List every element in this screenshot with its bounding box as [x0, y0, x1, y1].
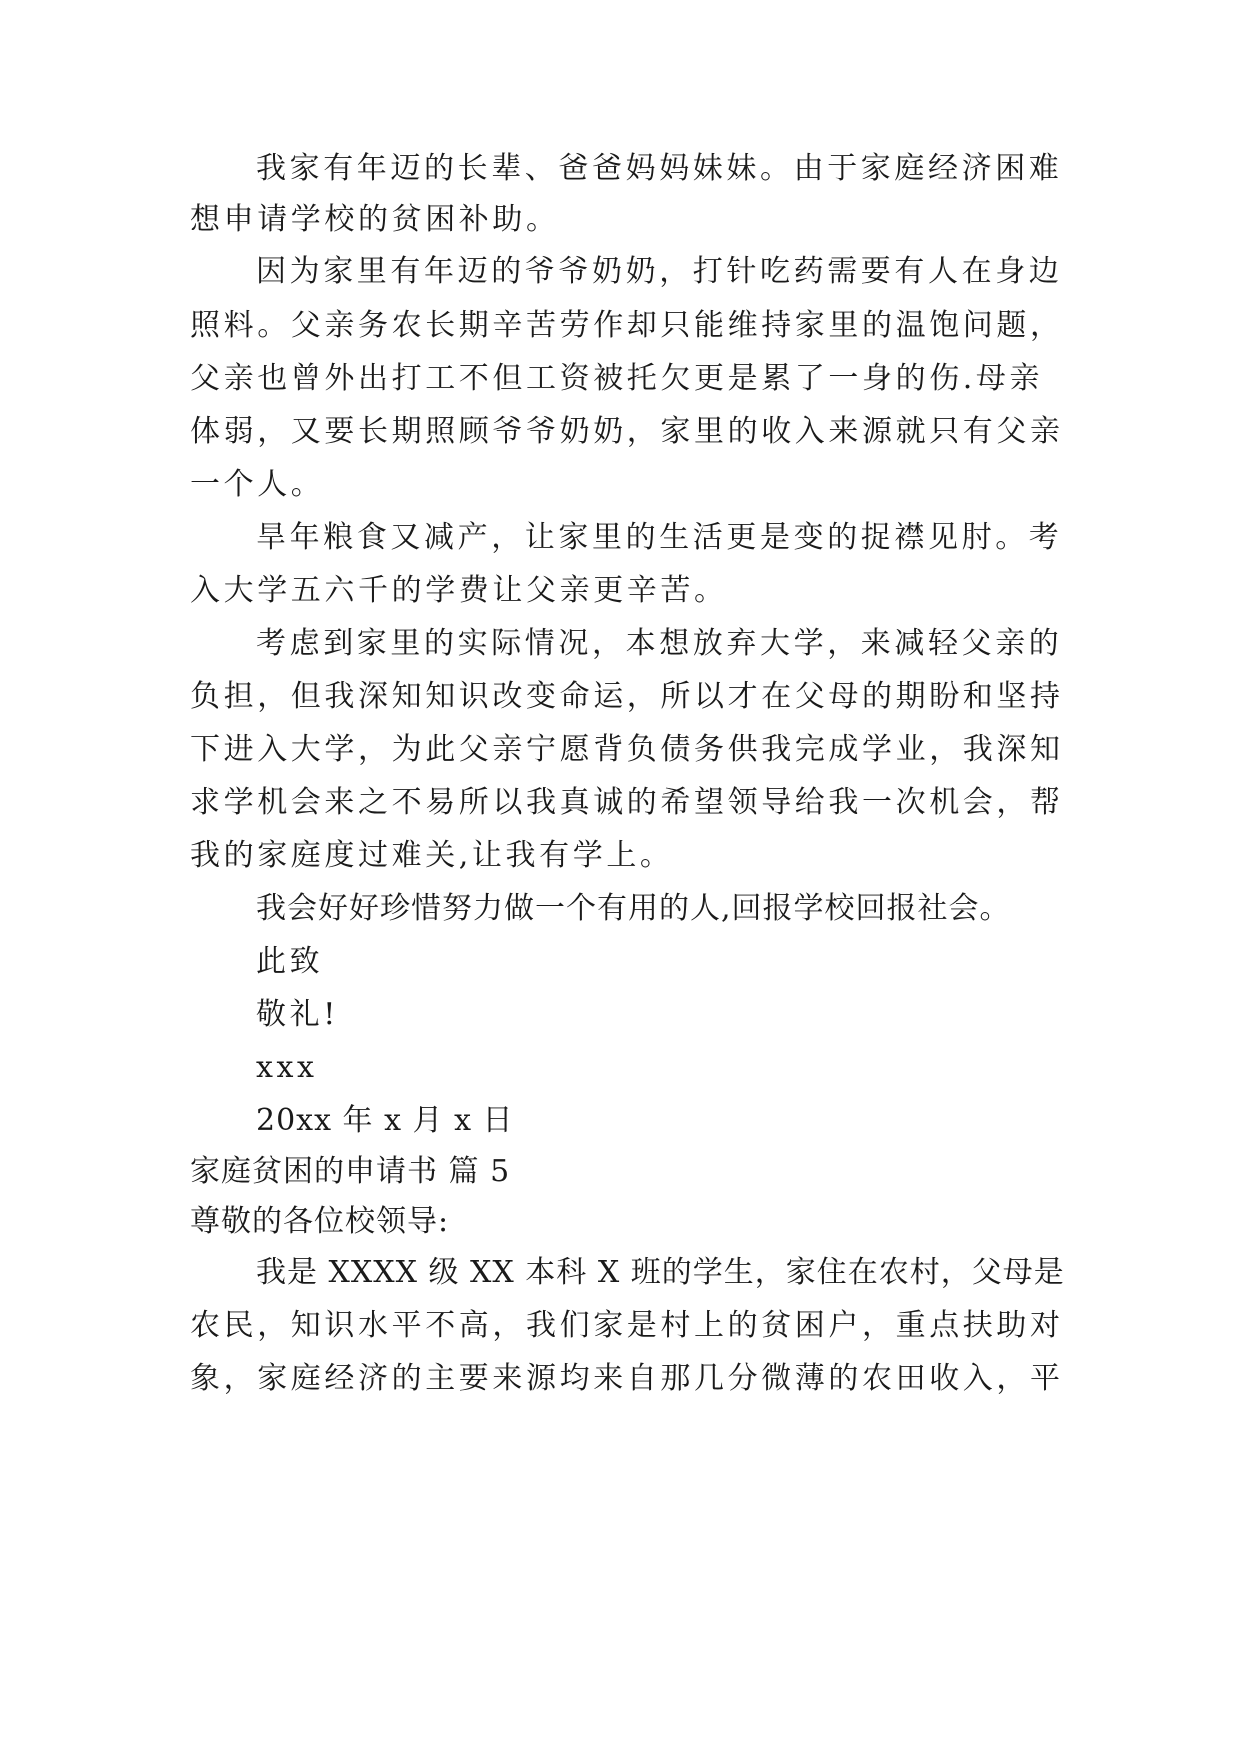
paragraph-line: 负担，但我深知知识改变命运，所以才在父母的期盼和坚持	[190, 679, 1064, 714]
paragraph-line: 想申请学校的贫困补助。	[190, 202, 560, 237]
closing-salutation: 此致	[256, 944, 324, 979]
paragraph-line: 体弱，又要长期照顾爷爷奶奶，家里的收入来源就只有父亲	[190, 414, 1064, 449]
paragraph-line: 我的家庭度过难关,让我有学上。	[190, 838, 674, 873]
signature-date: 20xx 年 x 月 x 日	[256, 1103, 514, 1138]
paragraph-line: 我会好好珍惜努力做一个有用的人,回报学校回报社会。	[256, 891, 1011, 926]
paragraph-line: 我是 XXXX 级 XX 本科 X 班的学生，家住在农村，父母是	[256, 1255, 1065, 1290]
paragraph-line: 旱年粮食又减产，让家里的生活更是变的捉襟见肘。考	[256, 520, 1063, 555]
paragraph-line: 入大学五六千的学费让父亲更辛苦。	[190, 573, 728, 608]
paragraph-line: 我家有年迈的长辈、爸爸妈妈妹妹。由于家庭经济困难	[256, 151, 1063, 186]
paragraph-line: 照料。父亲务农长期辛苦劳作却只能维持家里的温饱问题，	[190, 308, 1064, 343]
paragraph-line: 一个人。	[190, 467, 325, 502]
letter-greeting: 尊敬的各位校领导:	[190, 1204, 450, 1239]
paragraph-line: 因为家里有年迈的爷爷奶奶，打针吃药需要有人在身边	[256, 254, 1063, 289]
paragraph-line: 求学机会来之不易所以我真诚的希望领导给我一次机会，帮	[190, 785, 1064, 820]
paragraph-line: 农民，知识水平不高，我们家是村上的贫困户，重点扶助对	[190, 1308, 1064, 1343]
paragraph-line: 父亲也曾外出打工不但工资被托欠更是累了一身的伤.母亲	[190, 361, 1044, 396]
closing-regards: 敬礼!	[256, 997, 339, 1032]
section-heading: 家庭贫困的申请书 篇 5	[190, 1154, 511, 1189]
paragraph-line: 考虑到家里的实际情况，本想放弃大学，来减轻父亲的	[256, 626, 1063, 661]
paragraph-line: 象，家庭经济的主要来源均来自那几分微薄的农田收入，平	[190, 1361, 1064, 1396]
paragraph-line: 下进入大学，为此父亲宁愿背负债务供我完成学业，我深知	[190, 732, 1064, 767]
signature-name: xxx	[256, 1050, 318, 1085]
